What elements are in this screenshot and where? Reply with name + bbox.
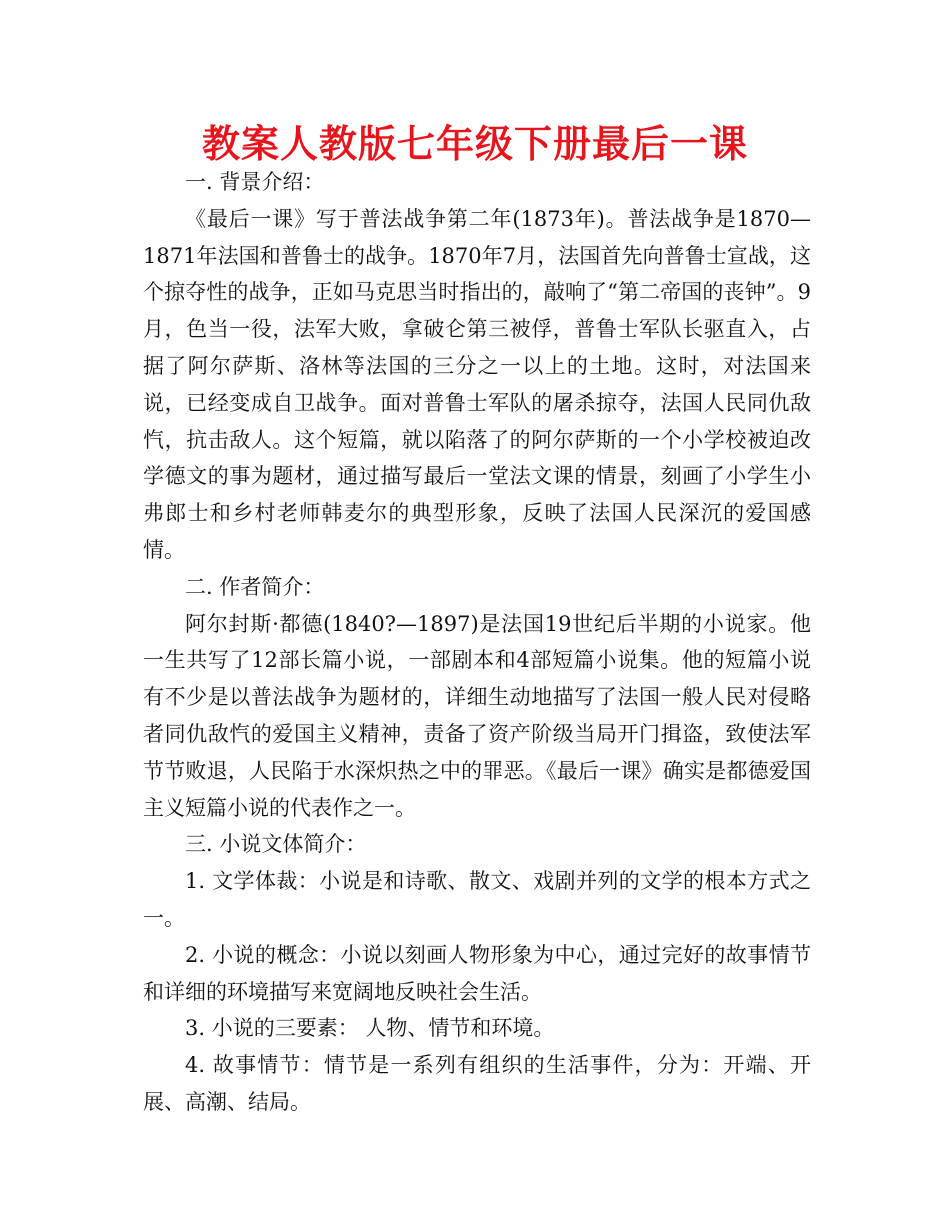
paragraph-genre-1: 1. 文学体裁：小说是和诗歌、散文、戏剧并列的文学的根本方式之一。: [143, 869, 811, 930]
section-heading-novel-genre: 三. 小说文体简介：: [185, 832, 367, 857]
paragraph-author: 阿尔封斯·都德(1840?—1897)是法国19世纪后半期的小说家。他一生共写了12部长篇小说，一部剧本和4部短篇小说集。他的短篇小说有不少是以普法战争为题材的，详细生动地描写了法国一般人民对侵略者同仇敌忾的爱国主义精神，责备了资产阶级当局开门揖盗，致使法军节节败退，人民陷于水深炽热之中的罪恶。《最后一课》确实是都德爱国主义短篇小说的代表作之一。: [143, 611, 811, 820]
paragraph-background: 《最后一课》写于普法战争第二年(1873年)。普法战争是1870—1871年法国和普鲁士的战争。1870年7月，法国首先向普鲁士宣战，这个掠夺性的战争，正如马克思当时指出的，敲响了“第二帝国的丧钟”。9月，色当一役，法军大败，拿破仑第三被俘，普鲁士军队长驱直入，占据了阿尔萨斯、洛林等法国的三分之一以上的土地。这时，对法国来说，已经变成自卫战争。面对普鲁士军队的屠杀掠夺，法国人民同仇敌忾，抗击敌人。这个短篇，就以陷落了的阿尔萨斯的一个小学校被迫改学德文的事为题材，通过描写最后一堂法文课的情景，刻画了小学生小弗郎士和乡村老师韩麦尔的典型形象，反映了法国人民深沉的爱国感情。: [143, 206, 811, 562]
document-body: [143, 164, 811, 1121]
document-title: 教案人教版七年级下册最后一课: [201, 122, 748, 166]
paragraph-genre-4: 4. 故事情节：情节是一系列有组织的生活事件，分为：开端、开展、高潮、结局。: [143, 1053, 811, 1114]
paragraph-genre-2: 2. 小说的概念：小说以刻画人物形象为中心，通过完好的故事情节和详细的环境描写来宽阔地反映社会生活。: [143, 942, 811, 1004]
section-heading-background: 一. 背景介绍：: [185, 170, 325, 194]
paragraph-genre-3: 3. 小说的三要素： 人物、情节和环境。: [185, 1016, 555, 1041]
section-heading-author: 二. 作者简介：: [185, 574, 325, 599]
